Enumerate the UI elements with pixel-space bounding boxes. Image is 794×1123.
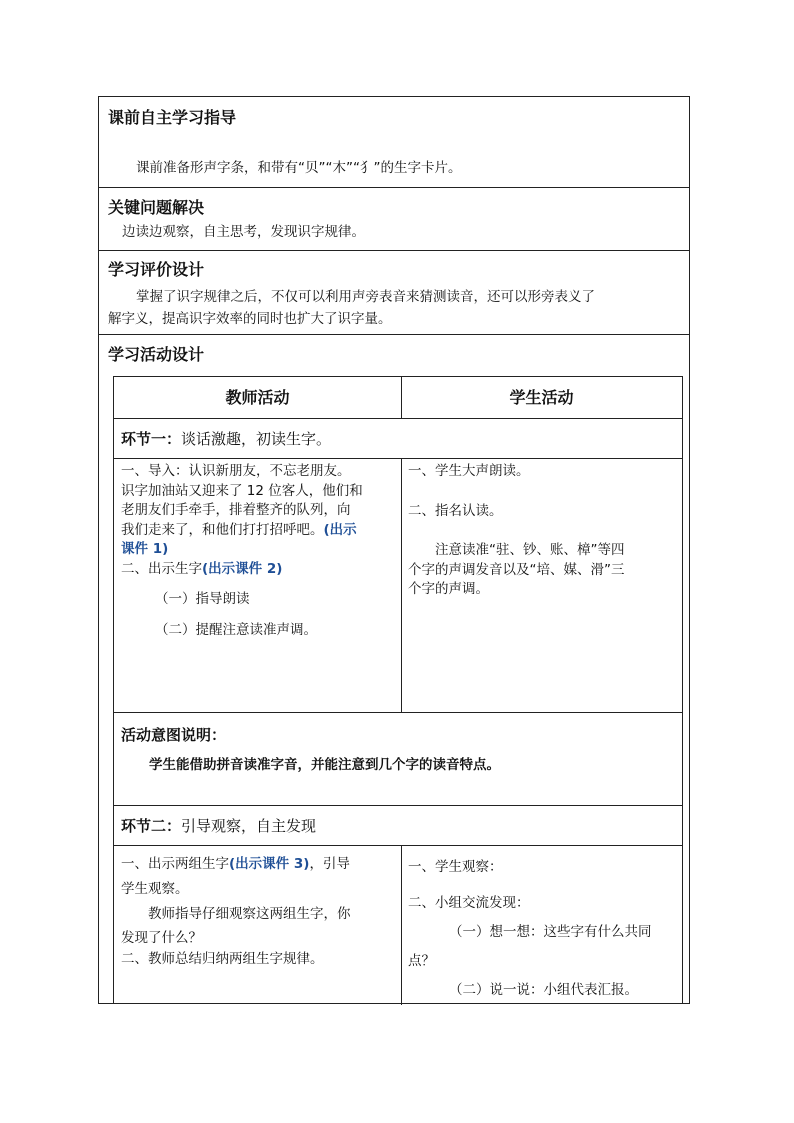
stage2-teacher-line bbox=[121, 854, 397, 875]
stage2-teacher-cell bbox=[121, 854, 397, 970]
eval-line-2: 解字义，提高识字效率的同时也扩大了识字量。 bbox=[108, 311, 392, 327]
intent-text: 学生能借助拼音读准字音，并能注意到几个字的读音特点。 bbox=[149, 757, 500, 773]
key-body: 边读边观察，自主思考，发现识字规律。 bbox=[122, 224, 365, 240]
stage2-teacher-text: 一、出示两组生字 bbox=[121, 856, 229, 872]
student-header: 学生活动 bbox=[509, 388, 574, 407]
stage2-text: 引导观察，自主发现 bbox=[181, 817, 317, 835]
activity-title: 学习活动设计 bbox=[108, 345, 205, 364]
stage2-teacher-line: 发现了什么？ bbox=[121, 930, 202, 946]
intent-row bbox=[114, 713, 682, 806]
eval-section bbox=[99, 251, 689, 335]
key-section bbox=[99, 188, 689, 251]
courseware-ref: (出示课件 3) bbox=[229, 856, 310, 872]
header-row bbox=[114, 377, 682, 419]
stage1-student-line: 二、指名认读。 bbox=[408, 502, 503, 519]
stage2-teacher-text: ，引导 bbox=[309, 856, 350, 872]
stage1-teacher-text: 二、出示生字 bbox=[121, 560, 202, 577]
lesson-plan-table bbox=[98, 96, 690, 1004]
courseware-ref: (出示 bbox=[323, 521, 357, 538]
guide-title: 课前自主学习指导 bbox=[108, 108, 237, 127]
guide-body: 课前准备形声字条，和带有“贝”“木”“犭”的生字卡片。 bbox=[136, 160, 462, 176]
stage2-student-line: 二、小组交流发现： bbox=[408, 895, 530, 911]
stage1-student-line: 个字的声调发音以及“培、媒、滑”三 bbox=[408, 561, 625, 578]
stage1-teacher-line: 一、导入：认识新朋友，不忘老朋友。 bbox=[121, 463, 351, 479]
stage1-teacher-text: 我们走来了，和他们打打招呼吧。 bbox=[121, 521, 324, 538]
stage1-label: 环节一： bbox=[121, 430, 182, 448]
intent-label: 活动意图说明： bbox=[121, 726, 227, 744]
stage2-student-line: （一）想一想：这些字有什么共同 bbox=[449, 924, 652, 940]
stage2-teacher-line: 教师指导仔细观察这两组生字，你 bbox=[148, 906, 351, 922]
stage2-student-line: （二）说一说：小组代表汇报。 bbox=[449, 982, 638, 998]
stage1-student-line: 注意读准“驻、钞、账、樟”等四 bbox=[435, 542, 625, 558]
activity-table bbox=[113, 376, 683, 1004]
stage2-divider bbox=[401, 846, 402, 1005]
courseware-ref: (出示课件 2) bbox=[202, 560, 283, 577]
key-title: 关键问题解决 bbox=[108, 198, 205, 217]
stage1-content-row bbox=[114, 459, 682, 713]
header-divider bbox=[401, 377, 402, 419]
stage1-teacher-cell bbox=[121, 462, 397, 640]
courseware-ref: 课件 1) bbox=[121, 541, 169, 557]
stage2-row bbox=[114, 806, 682, 846]
stage1-teacher-line: 识字加油站又迎来了 12 位客人，他们和 bbox=[121, 482, 363, 499]
stage1-divider bbox=[401, 459, 402, 713]
stage2-heading bbox=[121, 815, 316, 837]
stage1-student-line: 一、学生大声朗读。 bbox=[408, 463, 530, 479]
guide-section bbox=[99, 97, 689, 188]
stage1-teacher-line: （一）指导朗读 bbox=[155, 591, 250, 607]
stage2-teacher-line: 二、教师总结归纳两组生字规律。 bbox=[121, 951, 324, 967]
eval-line-1: 掌握了识字规律之后，不仅可以利用声旁表音来猜测读音，还可以形旁表义了 bbox=[136, 289, 595, 305]
stage1-row bbox=[114, 419, 682, 459]
stage1-teacher-line bbox=[121, 560, 397, 580]
stage1-student-cell bbox=[408, 462, 680, 600]
eval-title: 学习评价设计 bbox=[108, 260, 205, 279]
stage2-teacher-line: 学生观察。 bbox=[121, 881, 189, 897]
teacher-header: 教师活动 bbox=[225, 388, 290, 407]
stage1-teacher-line: （二）提醒注意读准声调。 bbox=[155, 621, 317, 638]
stage1-student-line: 个字的声调。 bbox=[408, 581, 489, 597]
stage2-label: 环节二： bbox=[121, 817, 182, 835]
stage2-student-cell bbox=[408, 857, 680, 1001]
stage1-teacher-line: 老朋友们手牵手，排着整齐的队列，向 bbox=[121, 502, 351, 518]
stage2-student-line: 点？ bbox=[408, 953, 435, 969]
stage1-heading bbox=[121, 428, 331, 450]
stage1-teacher-line bbox=[121, 521, 397, 541]
stage1-text: 谈话激趣，初读生字。 bbox=[181, 430, 332, 448]
stage2-student-line: 一、学生观察： bbox=[408, 859, 503, 875]
